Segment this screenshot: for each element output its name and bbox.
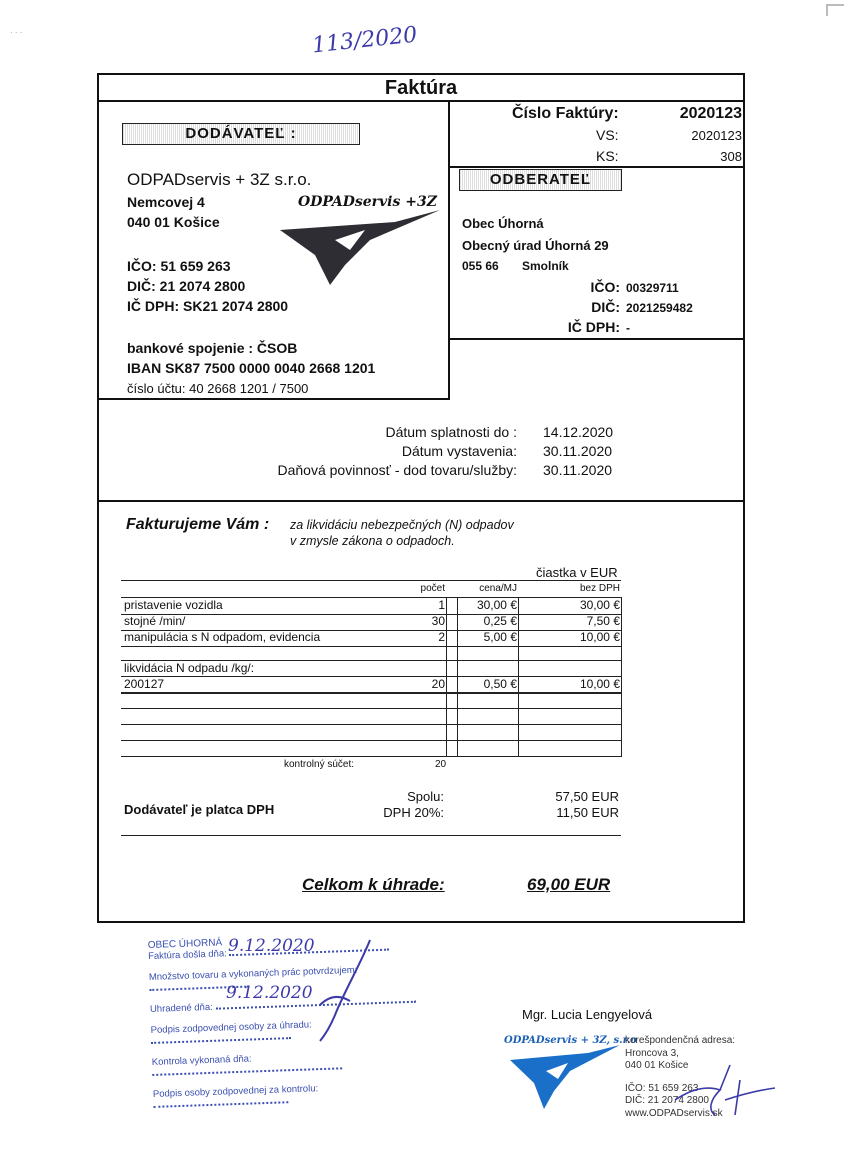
stamp-label: Množstvo tovaru a vykonaných prác potvrdzujem: bbox=[148, 964, 358, 984]
line-item-total: 30,00 € bbox=[579, 598, 620, 612]
checksum-value: 20 bbox=[435, 759, 447, 770]
stamp-line-sign-check bbox=[153, 1079, 444, 1111]
line-item-count: 2 bbox=[438, 630, 445, 644]
line-item-count: 30 bbox=[431, 614, 445, 628]
table-rule bbox=[121, 660, 621, 661]
total-label: Celkom k úhrade: bbox=[302, 875, 445, 894]
total-value: 69,00 EUR bbox=[527, 875, 611, 894]
line-item-price: 30,00 € bbox=[476, 598, 517, 612]
signatory-logo-icon bbox=[508, 1045, 623, 1110]
col-header-total: bez DPH bbox=[579, 583, 620, 594]
table-top-line bbox=[121, 580, 621, 581]
col-header-count: počet bbox=[420, 583, 445, 594]
address-line-1: Hroncova 3, bbox=[625, 1047, 679, 1059]
table-rule bbox=[121, 692, 621, 693]
invoice-number: 2020123 bbox=[679, 105, 742, 122]
totals-rule bbox=[121, 835, 621, 836]
signatory-web: www.ODPADservis.sk bbox=[625, 1107, 723, 1119]
line-item-total: 10,00 € bbox=[579, 677, 620, 691]
line-item-description: likvidácia N odpadu /kg/: bbox=[124, 661, 255, 675]
scan-corner-mark bbox=[826, 4, 844, 16]
line-item-description: stojné /min/ bbox=[124, 614, 186, 628]
line-item-total: 10,00 € bbox=[579, 630, 620, 644]
row-rule bbox=[121, 646, 621, 647]
address-label: korešpondenčná adresa: bbox=[625, 1035, 736, 1046]
customer-zip: 055 66 bbox=[462, 259, 499, 273]
stamp-label: Kontrola vykonaná dňa: bbox=[151, 1053, 252, 1068]
customer-ico: 00329711 bbox=[626, 281, 679, 295]
table-col-divider bbox=[621, 597, 622, 757]
line-item-count: 1 bbox=[438, 598, 445, 612]
supplier-account: číslo účtu: 40 2668 1201 / 7500 bbox=[127, 381, 309, 396]
scan-specks: · · · bbox=[10, 28, 23, 37]
signatory-logo-text: ODPADservis + 3Z, s.r.o bbox=[504, 1035, 638, 1046]
stamp-line-sign-paid bbox=[151, 1015, 442, 1047]
customer-city: Smolník bbox=[522, 259, 569, 273]
checksum-label: kontrolný súčet: bbox=[284, 759, 355, 770]
supplier-box-bottom bbox=[97, 398, 450, 400]
table-rule bbox=[121, 676, 621, 677]
address-line-2: 040 01 Košice bbox=[625, 1060, 689, 1071]
supplier-box-right bbox=[448, 100, 450, 400]
customer-icdph: - bbox=[626, 321, 630, 335]
vat-value: 11,50 EUR bbox=[556, 805, 619, 820]
customer-box-top bbox=[448, 166, 745, 168]
due-date: 14.12.2020 bbox=[543, 424, 614, 440]
supplier-name: ODPADservis + 3Z s.r.o. bbox=[127, 170, 312, 189]
vs-label: VS: bbox=[596, 127, 619, 143]
handwritten-reference: 113/2020 bbox=[310, 22, 419, 59]
signatory-ico: IČO: 51 659 263 bbox=[625, 1082, 699, 1094]
ks-value: 308 bbox=[720, 149, 742, 164]
customer-icdph-label: IČ DPH: bbox=[567, 319, 620, 335]
supplier-logo-icon bbox=[275, 210, 445, 285]
supplier-icdph: IČ DPH: SK21 2074 2800 bbox=[127, 298, 289, 314]
customer-name: Obec Úhorná bbox=[462, 216, 544, 231]
stamp-label: Podpis osoby zodpovednej za kontrolu: bbox=[152, 1083, 319, 1100]
billing-desc-2: v zmysle zákona o odpadoch. bbox=[290, 534, 455, 548]
issued-date-label: Dátum vystavenia: bbox=[401, 443, 517, 459]
stamp-label: Faktúra došla dňa: bbox=[147, 948, 227, 963]
line-item-count: 20 bbox=[431, 677, 445, 691]
signatory-name: Mgr. Lucia Lengyelová bbox=[522, 1007, 653, 1022]
vat-payer-note: Dodávateľ je platca DPH bbox=[124, 802, 275, 817]
customer-heading: ODBERATEĽ bbox=[459, 169, 622, 191]
vat-label: DPH 20%: bbox=[383, 805, 444, 820]
stamp-paid-date: 9.12.2020 bbox=[226, 983, 313, 1003]
line-item-price: 5,00 € bbox=[483, 630, 517, 644]
table-rule bbox=[121, 740, 621, 741]
stamp-line-check bbox=[152, 1047, 443, 1079]
handwritten-signature bbox=[300, 935, 380, 1045]
table-rule bbox=[121, 724, 621, 725]
supplier-logo-text: ODPADservis +3Z bbox=[298, 194, 437, 210]
tax-date: 30.11.2020 bbox=[543, 462, 613, 478]
vs-value: 2020123 bbox=[691, 128, 742, 143]
table-col-divider bbox=[446, 597, 447, 757]
line-item-description: manipulácia s N odpadom, evidencia bbox=[124, 630, 321, 644]
dates-bottom bbox=[97, 500, 745, 502]
row-rule bbox=[121, 693, 621, 694]
sum-label: Spolu: bbox=[407, 789, 444, 804]
customer-dic-label: DIČ: bbox=[591, 299, 620, 315]
customer-dic: 2021259482 bbox=[626, 301, 693, 315]
stamp-received-date: 9.12.2020 bbox=[228, 936, 315, 956]
table-bottom-line bbox=[121, 756, 621, 757]
line-item-total: 7,50 € bbox=[586, 614, 620, 628]
supplier-iban: IBAN SK87 7500 0000 0040 2668 1201 bbox=[127, 360, 376, 376]
stamp-label: Uhradené dňa: bbox=[149, 1001, 213, 1015]
line-item-description: 200127 bbox=[124, 677, 165, 691]
sum-value: 57,50 EUR bbox=[555, 789, 619, 804]
signatory-dic: DIČ: 21 2074 2800 bbox=[625, 1095, 709, 1106]
invoice-number-label: Číslo Faktúry: bbox=[512, 105, 619, 122]
title-divider bbox=[97, 100, 745, 102]
stamp-label: Podpis zodpovednej osoby za úhradu: bbox=[150, 1019, 312, 1036]
issued-date: 30.11.2020 bbox=[543, 443, 613, 459]
amount-header: čiastka v EUR bbox=[536, 565, 618, 580]
billing-desc-1: za likvidáciu nebezpečných (N) odpadov bbox=[290, 518, 514, 532]
customer-ico-label: IČO: bbox=[590, 279, 620, 295]
line-item-description: pristavenie vozidla bbox=[124, 598, 223, 612]
signatory-signature bbox=[670, 1060, 780, 1120]
line-item-price: 0,50 € bbox=[483, 677, 517, 691]
table-rule bbox=[121, 708, 621, 709]
table-col-divider bbox=[518, 597, 519, 757]
supplier-bank: bankové spojenie : ČSOB bbox=[127, 340, 298, 356]
supplier-heading: DODÁVATEĽ : bbox=[122, 123, 360, 145]
line-item-price: 0,25 € bbox=[483, 614, 517, 628]
invoice-title: Faktúra bbox=[384, 77, 458, 99]
col-header-price: cena/MJ bbox=[479, 583, 517, 594]
supplier-street: Nemcovej 4 bbox=[127, 194, 205, 210]
supplier-ico: IČO: 51 659 263 bbox=[127, 258, 231, 274]
billing-heading: Fakturujeme Vám : bbox=[126, 516, 270, 533]
supplier-dic: DIČ: 21 2074 2800 bbox=[127, 278, 246, 294]
customer-office: Obecný úrad Úhorná 29 bbox=[462, 238, 609, 253]
stamp-org: OBEC ÚHORNÁ bbox=[147, 937, 223, 952]
supplier-city: 040 01 Košice bbox=[127, 214, 220, 230]
tax-date-label: Daňová povinnosť - dod tovaru/služby: bbox=[277, 462, 517, 478]
customer-box-bottom bbox=[448, 338, 745, 340]
due-date-label: Dátum splatnosti do : bbox=[385, 424, 517, 440]
ks-label: KS: bbox=[596, 148, 619, 164]
